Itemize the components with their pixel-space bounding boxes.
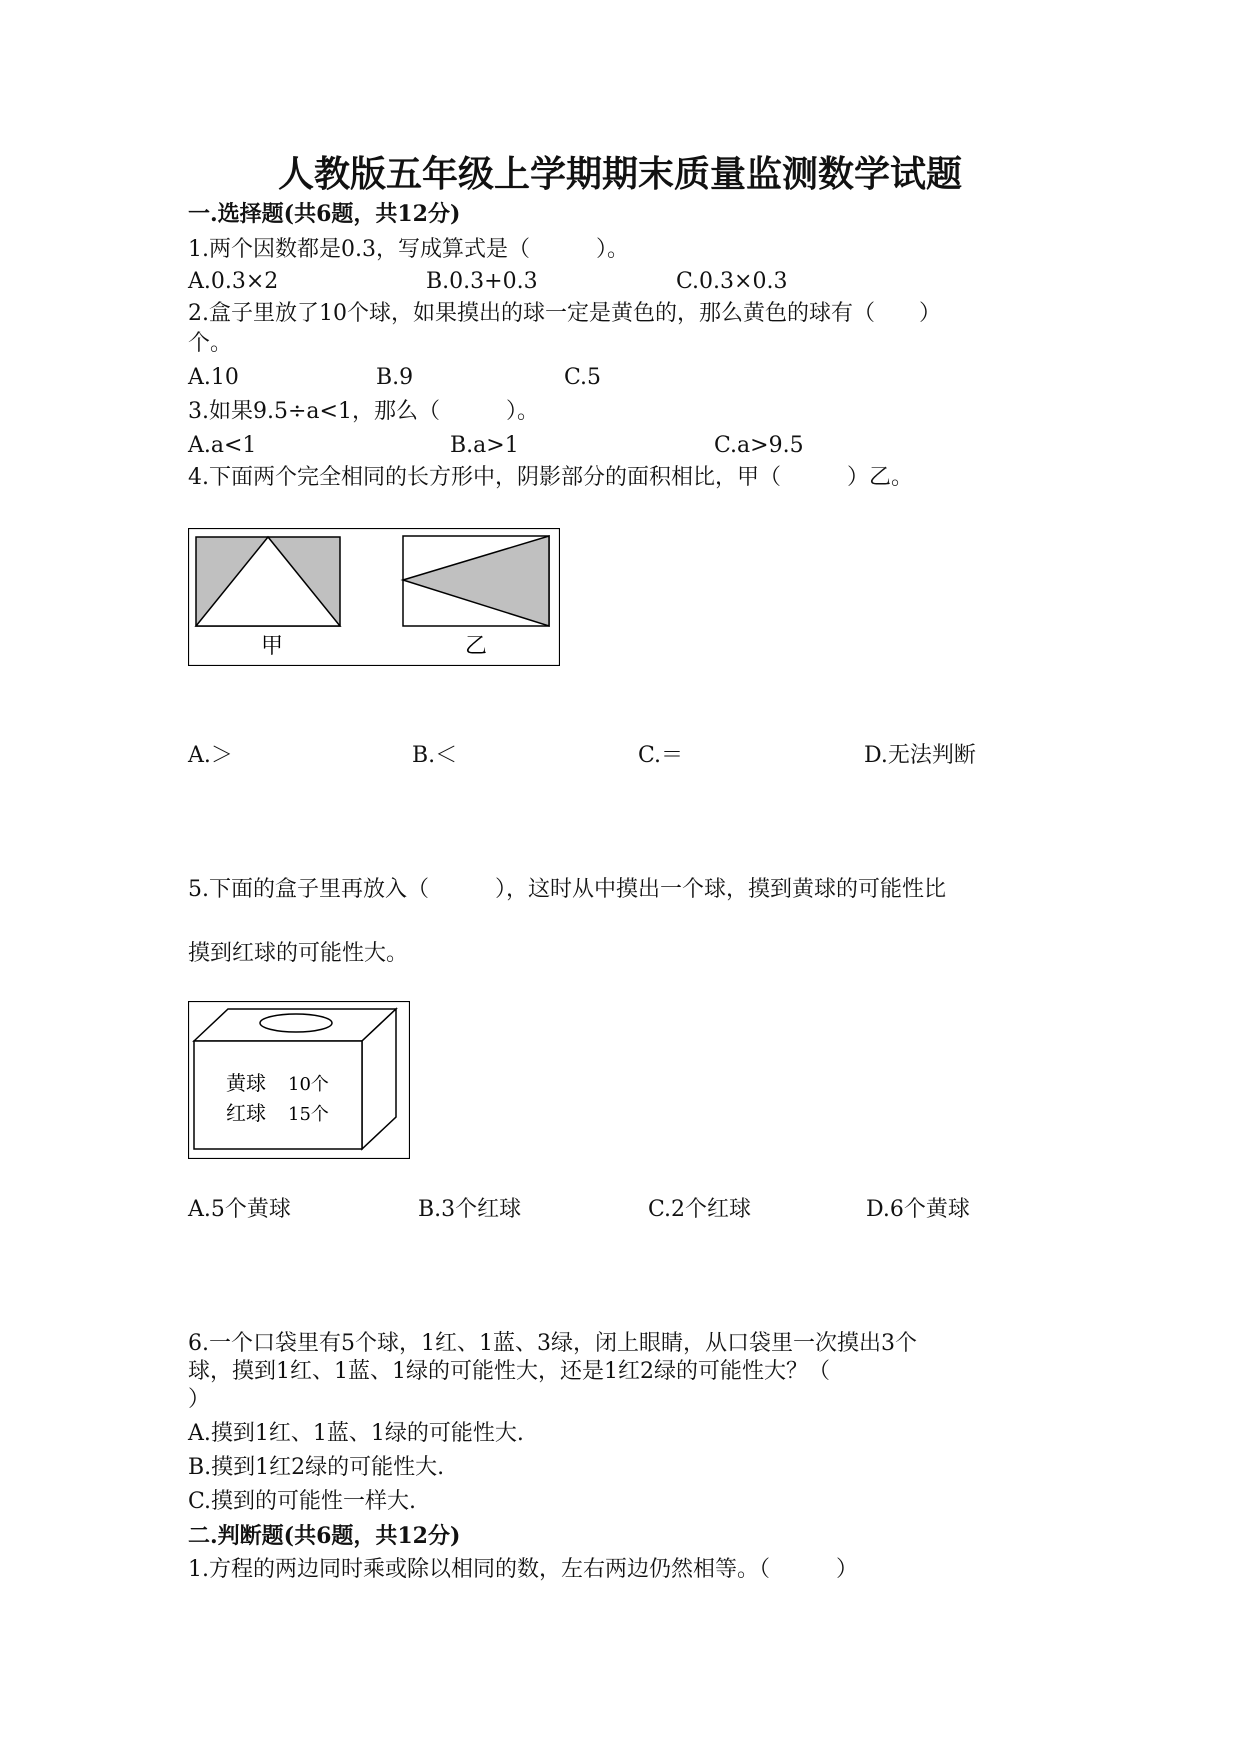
question-4-option-d: D.无法判断: [864, 743, 976, 768]
section-heading-choice: 一.选择题(共6题，共12分): [188, 201, 461, 227]
question-5-option-c: C.2个红球: [648, 1197, 752, 1222]
rectangles-figure: [188, 528, 560, 666]
question-1-stem: 1.两个因数都是0.3，写成算式是（ ）。: [188, 237, 629, 262]
judgement-question-1-stem: 1.方程的两边同时乘或除以相同的数，左右两边仍然相等。（ ）: [188, 1557, 858, 1582]
question-6-option-c: C.摸到的可能性一样大.: [188, 1489, 417, 1514]
question-5-option-b: B.3个红球: [418, 1197, 522, 1222]
ball-box-figure: [188, 1001, 410, 1159]
box-row-red-name: 红球: [226, 1101, 266, 1125]
question-3-stem: 3.如果9.5÷a<1，那么（ ）。: [188, 399, 539, 424]
box-front-face: [194, 1041, 362, 1149]
question-3-option-a: A.a<1: [188, 433, 257, 458]
question-5-option-d: D.6个黄球: [866, 1197, 970, 1222]
box-row-yellow-count: 10个: [288, 1074, 329, 1095]
question-5-stem-line2: 摸到红球的可能性大。: [188, 941, 409, 966]
question-4-stem: 4.下面两个完全相同的长方形中，阴影部分的面积相比，甲（ ）乙。: [188, 465, 913, 490]
question-2-stem-line2: 个。: [188, 331, 233, 356]
label-jia: 甲: [260, 634, 284, 659]
question-4-option-b: B.＜: [412, 743, 458, 768]
question-6-stem-line3: ）: [188, 1387, 211, 1412]
box-opening: [260, 1014, 332, 1032]
question-3-option-b: B.a>1: [450, 433, 519, 458]
label-yi: 乙: [464, 634, 488, 659]
box-row-red-count: 15个: [288, 1104, 329, 1125]
question-6-option-b: B.摸到1红2绿的可能性大.: [188, 1455, 445, 1480]
question-6-stem-line1: 6.一个口袋里有5个球，1红、1蓝、3绿，闭上眼睛，从口袋里一次摸出3个: [188, 1331, 917, 1356]
question-4-option-a: A.＞: [188, 743, 233, 768]
question-4-option-c: C.＝: [638, 743, 684, 768]
question-2-option-a: A.10: [188, 365, 239, 390]
page-title: 人教版五年级上学期期末质量监测数学试题: [277, 153, 962, 195]
question-1-option-b: B.0.3+0.3: [426, 269, 538, 294]
question-2-option-b: B.9: [376, 365, 414, 390]
question-6-stem-line2: 球，摸到1红、1蓝、1绿的可能性大，还是1红2绿的可能性大？（: [188, 1359, 830, 1384]
question-5-option-a: A.5个黄球: [188, 1197, 291, 1222]
question-2-stem-line1: 2.盒子里放了10个球，如果摸出的球一定是黄色的，那么黄色的球有（ ）: [188, 301, 941, 326]
question-5-stem-line1: 5.下面的盒子里再放入（ ），这时从中摸出一个球，摸到黄球的可能性比: [188, 877, 946, 902]
section-heading-judgement: 二.判断题(共6题，共12分): [188, 1523, 461, 1549]
box-row-yellow-name: 黄球: [226, 1071, 266, 1095]
question-1-option-a: A.0.3×2: [188, 269, 279, 294]
question-3-option-c: C.a>9.5: [714, 433, 804, 458]
question-1-option-c: C.0.3×0.3: [676, 269, 788, 294]
question-6-option-a: A.摸到1红、1蓝、1绿的可能性大.: [188, 1421, 524, 1446]
question-2-option-c: C.5: [564, 365, 602, 390]
